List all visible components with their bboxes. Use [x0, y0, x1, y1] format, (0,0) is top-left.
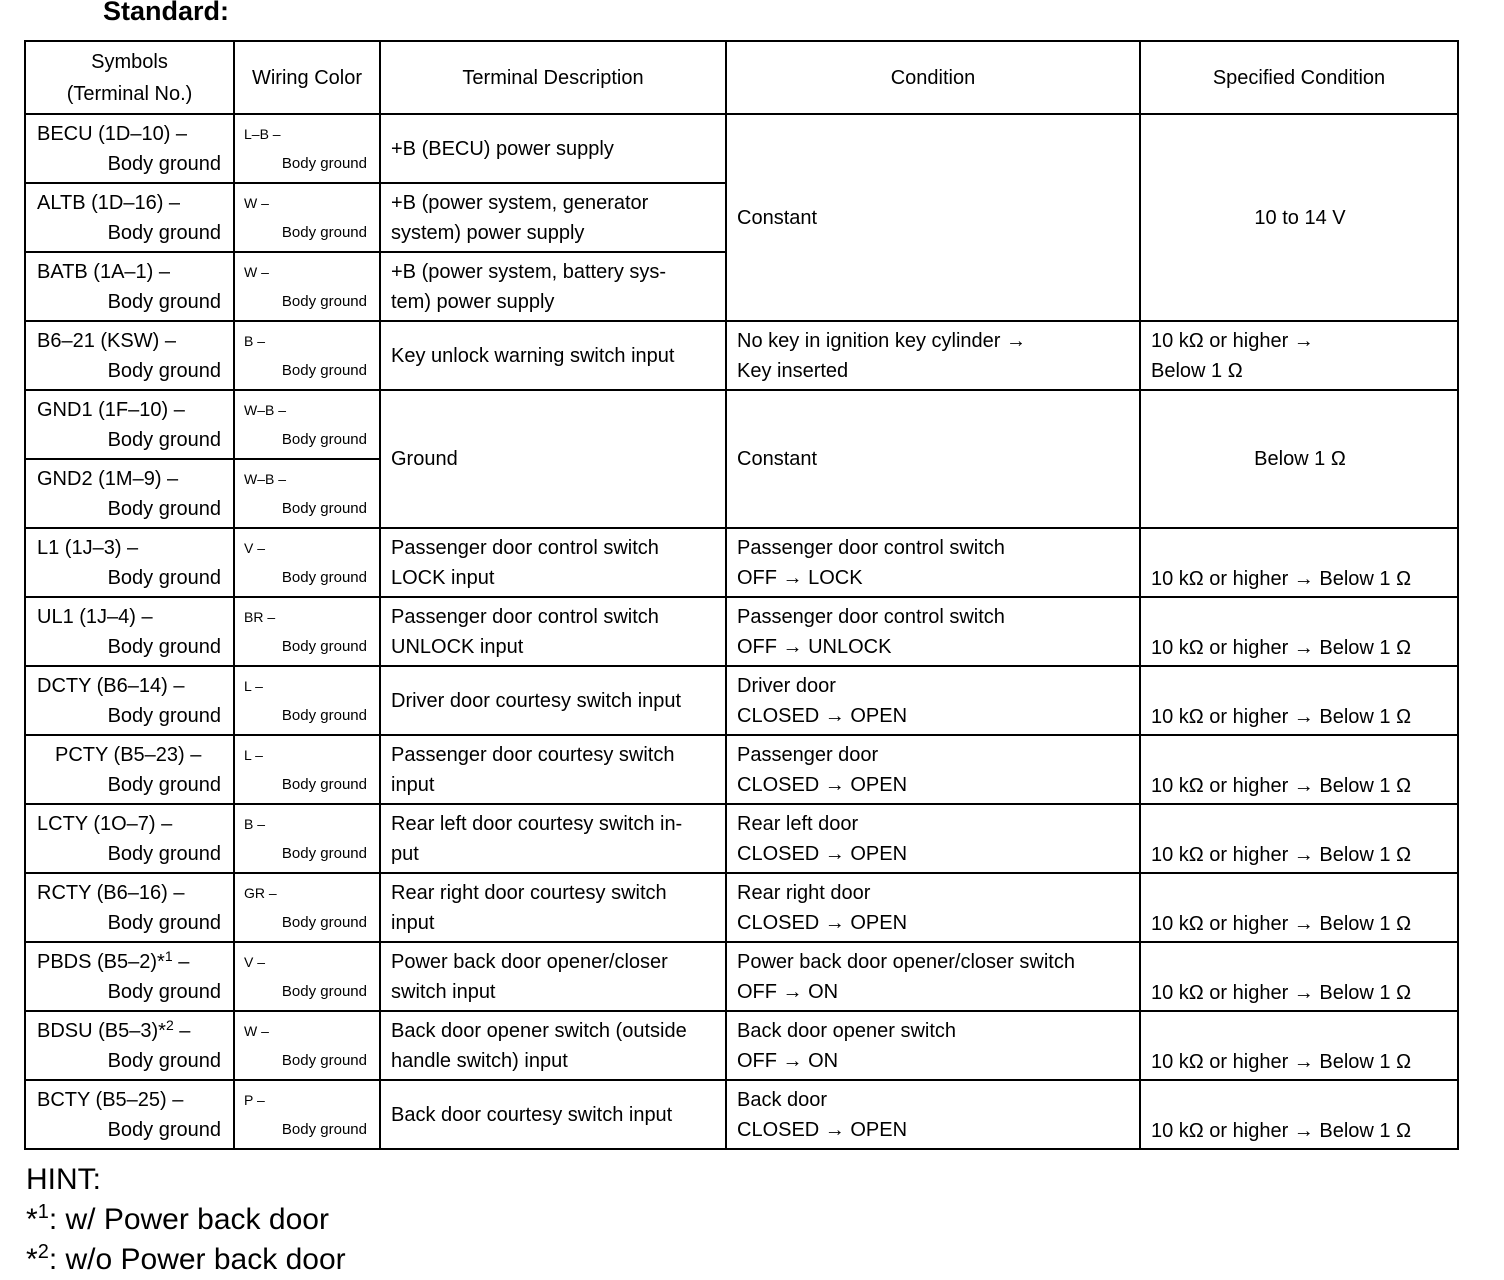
wiring-color-cell: [234, 390, 380, 459]
terminal-symbol-text: GND1 (1F–10) –: [37, 398, 185, 421]
specified-condition-line: 10 kΩ or higher → Below 1 Ω: [1151, 775, 1412, 797]
wiring-color-cell: [234, 942, 380, 1011]
terminal-symbol: [37, 533, 233, 563]
terminal-ground-label: Body ground: [107, 428, 221, 451]
terminal-symbol: [37, 257, 233, 287]
terminal-description-cell: [380, 735, 726, 804]
terminal-symbol: [37, 602, 233, 632]
wiring-color-cell: [234, 1080, 380, 1149]
col-header-terminal-description: Terminal Description: [380, 41, 726, 114]
condition-line: Passenger door: [737, 743, 879, 766]
terminal-symbol-cell: [25, 873, 234, 942]
specified-condition-line: 10 kΩ or higher → Below 1 Ω: [1151, 1120, 1412, 1142]
condition-cell: [726, 597, 1140, 666]
hint-item: [26, 1200, 346, 1240]
wiring-color: V –: [244, 953, 266, 970]
wiring-color-cell: [234, 666, 380, 735]
wiring-ground-label: Body ground: [281, 223, 367, 241]
condition-line: Driver door: [737, 674, 836, 697]
terminal-description-cell: [380, 1011, 726, 1080]
specified-condition-cell: [1140, 1080, 1458, 1149]
terminal-symbol-cell: [25, 804, 234, 873]
terminal-description-cell: [380, 873, 726, 942]
specified-condition-line: 10 kΩ or higher → Below 1 Ω: [1151, 913, 1412, 935]
specified-condition-line: 10 to 14 V: [1254, 206, 1346, 229]
wiring-ground-label: Body ground: [281, 1051, 367, 1069]
terminal-symbol-text: BATB (1A–1) –: [37, 260, 171, 283]
terminal-ground-label: Body ground: [107, 497, 221, 520]
condition-line: OFF → LOCK: [737, 566, 863, 589]
wiring-color: P –: [244, 1091, 265, 1108]
condition-cell: [726, 321, 1140, 390]
terminal-symbol-text: LCTY (1O–7) –: [37, 812, 173, 835]
table-row: [25, 873, 1458, 942]
terminal-ground-label: Body ground: [107, 290, 221, 313]
col-header-wiring-color: Wiring Color: [234, 41, 380, 114]
terminal-description-line: Rear left door courtesy switch in-: [391, 812, 683, 835]
terminal-description-line: input: [391, 911, 435, 934]
wiring-ground-label: Body ground: [281, 568, 367, 586]
condition-line: Rear right door: [737, 881, 871, 904]
col-header-symbols-line1: Symbols: [91, 50, 168, 73]
terminal-description-line: Power back door opener/closer: [391, 950, 668, 973]
col-header-symbols: [25, 41, 234, 114]
terminal-symbol-text: B6–21 (KSW) –: [37, 329, 176, 352]
wiring-color-cell: [234, 528, 380, 597]
terminal-symbol-text: L1 (1J–3) –: [37, 536, 139, 559]
specified-condition-line: 10 kΩ or higher → Below 1 Ω: [1151, 706, 1412, 728]
terminal-description-cell: [380, 321, 726, 390]
terminal-ground-label: Body ground: [107, 980, 221, 1003]
terminal-ground-label: Body ground: [107, 1118, 221, 1141]
wiring-ground-label: Body ground: [281, 292, 367, 310]
terminal-description-line: Passenger door control switch: [391, 605, 659, 628]
terminal-ground-label: Body ground: [107, 359, 221, 382]
terminal-symbol: [37, 188, 233, 218]
wiring-color-cell: [234, 804, 380, 873]
table-row: [25, 942, 1458, 1011]
terminal-description-cell: [380, 390, 726, 528]
terminal-symbol-cell: [25, 183, 234, 252]
wiring-color: W –: [244, 1022, 269, 1039]
wiring-color: V –: [244, 539, 266, 556]
wiring-color-cell: [234, 1011, 380, 1080]
terminal-symbol: [37, 671, 233, 701]
page-heading: Standard:: [103, 0, 230, 26]
condition-line: CLOSED → OPEN: [737, 1118, 908, 1141]
terminal-symbol-text: UL1 (1J–4) –: [37, 605, 153, 628]
wiring-ground-label: Body ground: [281, 430, 367, 448]
terminal-ground-label: Body ground: [107, 635, 221, 658]
terminal-ground-label: Body ground: [107, 221, 221, 244]
specified-condition-cell: [1140, 942, 1458, 1011]
terminal-description-line: LOCK input: [391, 566, 495, 589]
condition-cell: [726, 873, 1140, 942]
terminal-symbol-cell: [25, 735, 234, 804]
terminal-symbol: [37, 1085, 233, 1115]
terminal-symbol-cell: [25, 666, 234, 735]
terminal-symbol-cell: [25, 528, 234, 597]
wiring-ground-label: Body ground: [281, 706, 367, 724]
specified-condition-line: 10 kΩ or higher →: [1151, 329, 1314, 352]
wiring-color-cell: [234, 873, 380, 942]
table-row: [25, 597, 1458, 666]
specified-condition-cell: [1140, 321, 1458, 390]
terminal-symbol-text: DCTY (B6–14) –: [37, 674, 185, 697]
terminal-description-line: tem) power supply: [391, 290, 555, 313]
wiring-color: B –: [244, 815, 266, 832]
condition-line: CLOSED → OPEN: [737, 704, 908, 727]
terminal-symbol: [37, 464, 233, 494]
terminal-symbol-cell: [25, 114, 234, 183]
condition-line: CLOSED → OPEN: [737, 773, 908, 796]
terminal-symbol: [37, 740, 233, 770]
terminal-description-line: Passenger door control switch: [391, 536, 659, 559]
wiring-color: W –: [244, 194, 269, 211]
wiring-color: GR –: [244, 884, 277, 901]
wiring-ground-label: Body ground: [281, 844, 367, 862]
terminal-description-cell: [380, 252, 726, 321]
hint-text: : w/o Power back door: [48, 1243, 346, 1276]
terminal-description-line: +B (power system, generator: [391, 191, 649, 214]
table-row: [25, 390, 1458, 459]
condition-line: Passenger door control switch: [737, 536, 1005, 559]
condition-cell: [726, 804, 1140, 873]
specified-condition-cell: [1140, 873, 1458, 942]
terminal-symbol-cell: [25, 321, 234, 390]
hint-text: : w/ Power back door: [48, 1203, 329, 1236]
condition-line: Constant: [737, 448, 818, 470]
terminal-symbol-cell: [25, 459, 234, 528]
terminal-description-line: Passenger door courtesy switch: [391, 743, 675, 766]
terminal-symbol-cell: [25, 1011, 234, 1080]
terminal-symbol-text: BDSU (B5–3)*: [37, 1019, 166, 1042]
table-header-row: [25, 41, 1458, 114]
wiring-color-cell: [234, 321, 380, 390]
terminal-symbol: [37, 1016, 233, 1046]
specified-condition-cell: [1140, 735, 1458, 804]
hint-title: HINT:: [26, 1163, 101, 1196]
terminal-ground-label: Body ground: [107, 566, 221, 589]
wiring-ground-label: Body ground: [281, 637, 367, 655]
condition-line: Key inserted: [737, 359, 849, 382]
terminal-symbol: [37, 809, 233, 839]
terminal-symbol-cell: [25, 252, 234, 321]
terminal-description-cell: [380, 528, 726, 597]
condition-line: Rear left door: [737, 812, 859, 835]
terminal-description-line: +B (power system, battery sys-: [391, 260, 667, 283]
condition-line: OFF → ON: [737, 980, 839, 1003]
table-row: [25, 114, 1458, 183]
col-header-symbols-line2: (Terminal No.): [66, 82, 193, 105]
specified-condition-cell: [1140, 390, 1458, 528]
terminal-description-cell: [380, 666, 726, 735]
hint-mark: *: [26, 1203, 38, 1236]
condition-cell: [726, 735, 1140, 804]
terminal-description-line: input: [391, 773, 435, 796]
terminal-symbol-cell: [25, 390, 234, 459]
hint-sup: 2: [37, 1241, 49, 1263]
terminal-symbol: [37, 326, 233, 356]
terminal-ground-label: Body ground: [107, 911, 221, 934]
condition-line: OFF → UNLOCK: [737, 635, 892, 658]
condition-line: No key in ignition key cylinder →: [737, 329, 1027, 352]
wiring-ground-label: Body ground: [281, 913, 367, 931]
terminal-symbol: [37, 947, 233, 977]
wiring-color: W–B –: [244, 470, 287, 487]
wiring-color-cell: [234, 459, 380, 528]
condition-cell: [726, 528, 1140, 597]
wiring-color-cell: [234, 597, 380, 666]
wiring-color-cell: [234, 183, 380, 252]
terminal-symbol-text: BECU (1D–10) –: [37, 122, 188, 145]
specified-condition-line: 10 kΩ or higher → Below 1 Ω: [1151, 982, 1412, 1004]
terminal-ground-label: Body ground: [107, 1049, 221, 1072]
terminal-ground-label: Body ground: [107, 842, 221, 865]
terminal-symbol-tail: –: [173, 1019, 191, 1042]
terminal-description-line: Ground: [391, 448, 458, 470]
wiring-ground-label: Body ground: [281, 499, 367, 517]
terminal-description-line: +B (BECU) power supply: [391, 137, 614, 160]
terminal-ground-label: Body ground: [107, 704, 221, 727]
terminal-description-line: Key unlock warning switch input: [391, 344, 675, 367]
terminal-description-line: Rear right door courtesy switch: [391, 881, 667, 904]
terminal-description-line: Back door courtesy switch input: [391, 1103, 673, 1126]
terminal-symbol-cell: [25, 1080, 234, 1149]
condition-line: Power back door opener/closer switch: [737, 950, 1075, 973]
terminal-symbol-text: PCTY (B5–23) –: [55, 743, 202, 766]
hint-sup: 1: [37, 1201, 49, 1223]
condition-line: Back door: [737, 1088, 828, 1111]
wiring-ground-label: Body ground: [281, 154, 367, 172]
terminal-description-line: put: [391, 842, 419, 865]
condition-cell: [726, 1011, 1140, 1080]
terminal-symbol-text: RCTY (B6–16) –: [37, 881, 185, 904]
condition-line: CLOSED → OPEN: [737, 911, 908, 934]
hint-item: [26, 1240, 346, 1280]
table-row: [25, 735, 1458, 804]
table-row: [25, 666, 1458, 735]
condition-line: CLOSED → OPEN: [737, 842, 908, 865]
footnote-ref: 1: [164, 947, 173, 964]
condition-cell: [726, 942, 1140, 1011]
terminal-description-line: system) power supply: [391, 221, 585, 244]
wiring-color-cell: [234, 252, 380, 321]
terminal-symbol-tail: –: [172, 950, 190, 973]
terminal-ground-label: Body ground: [107, 773, 221, 796]
terminal-symbol-text: GND2 (1M–9) –: [37, 467, 179, 490]
terminal-ground-label: Body ground: [107, 152, 221, 175]
condition-cell: [726, 1080, 1140, 1149]
terminal-description-cell: [380, 804, 726, 873]
table-row: [25, 1080, 1458, 1149]
wiring-color: W–B –: [244, 401, 287, 418]
specified-condition-cell: [1140, 528, 1458, 597]
terminal-description-cell: [380, 597, 726, 666]
specified-condition-cell: [1140, 1011, 1458, 1080]
terminal-symbol: [37, 119, 233, 149]
specified-condition-cell: [1140, 597, 1458, 666]
terminal-spec-table: [24, 40, 1459, 1150]
terminal-description-line: handle switch) input: [391, 1049, 568, 1072]
specified-condition-line: 10 kΩ or higher → Below 1 Ω: [1151, 637, 1412, 659]
condition-line: Constant: [737, 206, 818, 229]
wiring-color: W –: [244, 263, 269, 280]
terminal-symbol-cell: [25, 942, 234, 1011]
wiring-ground-label: Body ground: [281, 982, 367, 1000]
terminal-symbol-text: ALTB (1D–16) –: [37, 191, 181, 214]
table-row: [25, 1011, 1458, 1080]
condition-line: OFF → ON: [737, 1049, 839, 1072]
specified-condition-line: 10 kΩ or higher → Below 1 Ω: [1151, 1051, 1412, 1073]
wiring-color-cell: [234, 114, 380, 183]
terminal-description-cell: [380, 183, 726, 252]
terminal-description-line: Driver door courtesy switch input: [391, 689, 682, 712]
wiring-ground-label: Body ground: [281, 361, 367, 379]
terminal-description-line: Back door opener switch (outside: [391, 1019, 687, 1042]
terminal-symbol-text: BCTY (B5–25) –: [37, 1088, 184, 1111]
wiring-color: BR –: [244, 608, 276, 625]
condition-cell: [726, 390, 1140, 528]
footnote-ref: 2: [165, 1016, 174, 1033]
terminal-symbol-cell: [25, 597, 234, 666]
col-header-condition: Condition: [726, 41, 1140, 114]
terminal-symbol: [37, 878, 233, 908]
table-row: [25, 321, 1458, 390]
terminal-description-line: switch input: [391, 980, 496, 1003]
wiring-ground-label: Body ground: [281, 775, 367, 793]
condition-line: Passenger door control switch: [737, 605, 1005, 628]
terminal-description-cell: [380, 942, 726, 1011]
wiring-color: L –: [244, 746, 263, 763]
condition-cell: [726, 114, 1140, 321]
table-row: [25, 528, 1458, 597]
specified-condition-line: Below 1 Ω: [1254, 448, 1346, 470]
terminal-description-line: UNLOCK input: [391, 635, 524, 658]
wiring-ground-label: Body ground: [281, 1120, 367, 1138]
wiring-color-cell: [234, 735, 380, 804]
wiring-color: B –: [244, 332, 266, 349]
condition-line: Back door opener switch: [737, 1019, 957, 1042]
specified-condition-cell: [1140, 114, 1458, 321]
condition-cell: [726, 666, 1140, 735]
hint-mark: *: [26, 1243, 38, 1276]
col-header-specified-condition: Specified Condition: [1140, 41, 1458, 114]
terminal-symbol: [37, 395, 233, 425]
specified-condition-line: Below 1 Ω: [1151, 359, 1243, 382]
terminal-symbol-text: PBDS (B5–2)*: [37, 950, 165, 973]
terminal-description-cell: [380, 1080, 726, 1149]
specified-condition-cell: [1140, 666, 1458, 735]
wiring-color: L –: [244, 677, 263, 694]
table-row: [25, 804, 1458, 873]
terminal-description-cell: [380, 114, 726, 183]
wiring-color: L–B –: [244, 125, 281, 142]
specified-condition-cell: [1140, 804, 1458, 873]
hint-section: [26, 1160, 346, 1280]
specified-condition-line: 10 kΩ or higher → Below 1 Ω: [1151, 568, 1412, 590]
specified-condition-line: 10 kΩ or higher → Below 1 Ω: [1151, 844, 1412, 866]
